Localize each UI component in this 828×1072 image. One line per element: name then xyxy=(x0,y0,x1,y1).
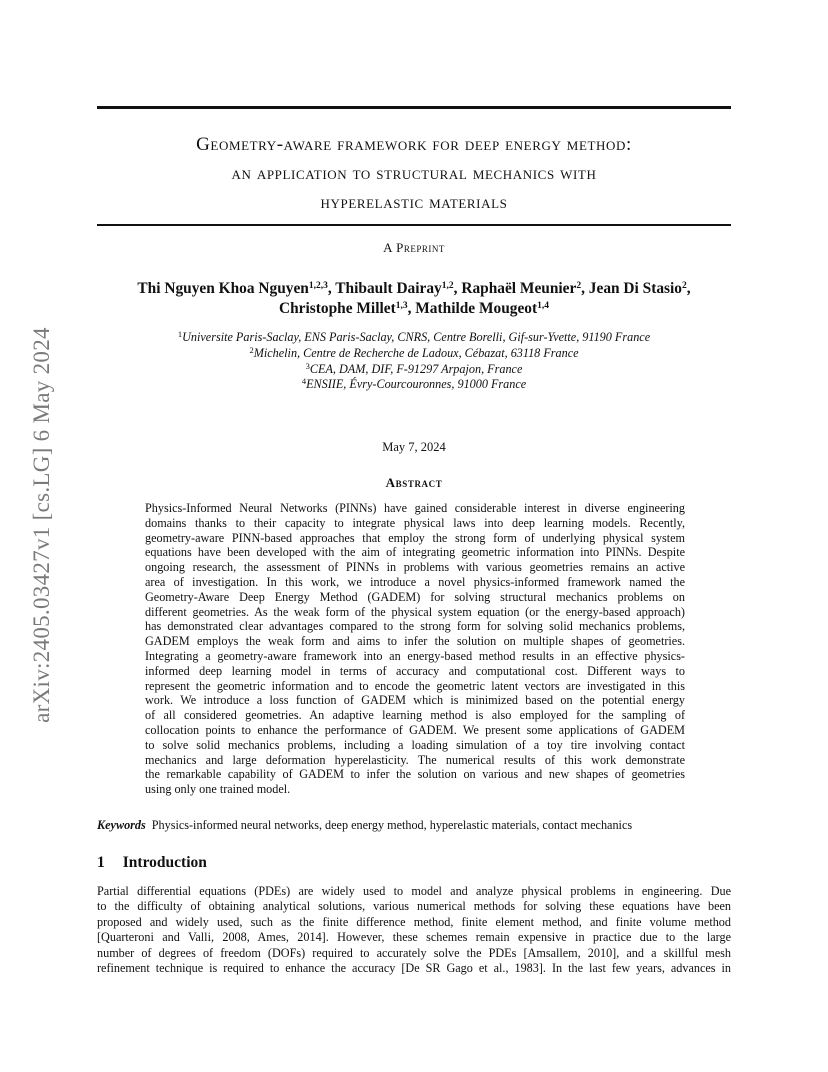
author-affiliation-mark: 1,4 xyxy=(537,301,549,311)
intro-line: to the difficulty of obtaining analytical solutions, various numerical methods for solving these equations have been xyxy=(97,899,731,914)
abstract-line: informed deep learning model in terms of accuracy and computational cost. Different ways to xyxy=(145,663,685,678)
abstract-line: equations have been developed with the aim of integrating geometric information into PINNs. Despite xyxy=(145,545,685,560)
abstract-line: using only one trained model. xyxy=(145,782,291,797)
author-name: Thibault Dairay xyxy=(335,280,442,297)
preprint-label: A Preprint xyxy=(383,240,445,255)
intro-body xyxy=(97,884,731,976)
author-list: Thi Nguyen Khoa Nguyen$^{1,2,3}$, Thibault Dairay$^{1,2}$, Raphaël Meunier$^2$, Jean Di Stasio$^2$, Christophe Millet$^{1,3}$, Mathilde Mougeot$^{1,4}$ xyxy=(137,280,691,317)
abstract-line: area of investigation. In this work, we introduce a novel physics-informed framework named the xyxy=(145,574,685,589)
affiliation-line xyxy=(97,346,731,362)
abstract-line: different geometries. As the weak form of the physical system equation (or the energy-based approach) xyxy=(145,604,685,619)
abstract-body xyxy=(145,501,685,797)
affiliation-number: 1 xyxy=(177,329,183,339)
intro-line: Partial differential equations (PDEs) are widely used to model and analyze physical problems in engineering. Due xyxy=(97,884,731,898)
abstract-heading: Abstract xyxy=(385,475,443,490)
arxiv-stamp: arXiv:2405.03427v1 [cs.LG] 6 May 2024 xyxy=(29,327,54,723)
title-line: hyperelastic materials xyxy=(320,192,508,213)
affiliation-text: ENSIIE, Évry-Courcouronnes, 91000 France xyxy=(306,377,527,392)
paper-title xyxy=(97,130,731,217)
title-line: Geometry-aware framework for deep energy method: xyxy=(196,134,632,155)
abstract-line: work. We introduce a loss function of GADEM which is minimized based on the potential energy xyxy=(145,693,685,708)
affiliation-number: 3 xyxy=(305,360,310,371)
author-name: Thi Nguyen Khoa Nguyen xyxy=(137,280,309,297)
title-rule-bottom xyxy=(97,224,731,226)
abstract-line: of all considered geometries. An adaptive learning method is also employed for the sampling of xyxy=(145,708,685,723)
intro-line: number of degrees of freedom (DOFs) required to accurately solve the PDEs [Amsallem, 2010], and a skillful mesh xyxy=(97,945,731,960)
abstract-line: has demonstrated clear advantages compared to the strong form for solving solid mechanics problems, xyxy=(145,619,685,634)
abstract-line: geometry-aware PINN-based approaches that employ the strong form of underlying physical system xyxy=(145,530,685,545)
author-affiliation-mark: 2 xyxy=(682,281,687,291)
affiliation-text: Universite Paris-Saclay, ENS Paris-Saclay, CNRS, Centre Borelli, Gif-sur-Yvette, 91190 France xyxy=(182,330,651,344)
affiliation-text: CEA, DAM, DIF, F-91297 Arpajon, France xyxy=(309,361,523,376)
affiliation-list xyxy=(97,330,731,393)
keywords-text: Physics-informed neural networks, deep energy method, hyperelastic materials, contact mechanics xyxy=(151,818,633,832)
affiliation-line xyxy=(97,362,731,378)
keywords-label: Keywords xyxy=(97,818,146,832)
abstract-line: represent the geometric information and to encode the geometric latent vectors are investigated in this xyxy=(145,678,685,693)
affiliation-text: Michelin, Centre de Recherche de Ladoux, Cébazat, 63118 France xyxy=(253,345,579,360)
author-affiliation-mark: 1,3 xyxy=(395,301,408,311)
section-number: 1 xyxy=(97,854,105,871)
publication-date: May 7, 2024 xyxy=(382,440,446,454)
abstract-line: the remarkable capability of GADEM to infer the solution on various and new shapes of geometries xyxy=(145,767,685,782)
intro-line: proposed and widely used, such as the finite difference method, finite element method, and finite volume method xyxy=(97,914,731,929)
abstract-line: GADEM employs the weak form and aims to infer the solution on multiple shapes of geometries. xyxy=(145,634,685,649)
author-name: Mathilde Mougeot xyxy=(415,300,538,317)
abstract-line: domains thanks to their capacity to integrate physical laws into deep learning models. Recently, xyxy=(145,515,685,530)
affiliation-line xyxy=(97,330,731,346)
author-name: Raphaël Meunier xyxy=(461,280,577,297)
abstract-line: to solve solid mechanics problems, including a loading simulation of a toy tire involving contact xyxy=(145,737,685,752)
abstract-line: ongoing research, the assessment of PINNs in problems with various geometries remains an active xyxy=(145,560,685,575)
section-title: Introduction xyxy=(122,854,207,871)
section-heading xyxy=(97,854,207,872)
author-name: Christophe Millet xyxy=(279,300,396,317)
abstract-line: collocation points to enhance the performance of GADEM. We present some applications of GADEM xyxy=(145,722,685,737)
keywords xyxy=(97,818,632,833)
abstract-line: mechanics and large deformation hyperelasticity. The numerical results of this work demonstrate xyxy=(145,752,685,767)
intro-line: refinement technique is required to enhance the accuracy [De SR Gago et al., 1983]. In the last few years, advances in xyxy=(97,961,731,976)
author-affiliation-mark: 1,2 xyxy=(441,281,454,291)
author-name: Jean Di Stasio xyxy=(588,280,683,297)
affiliation-number: 4 xyxy=(301,376,307,387)
abstract-line: Physics-Informed Neural Networks (PINNs) have gained considerable interest in diverse engineering xyxy=(145,501,685,515)
title-line: an application to structural mechanics with xyxy=(231,163,597,184)
affiliation-line xyxy=(97,377,731,393)
intro-line: [Quarteroni and Valli, 2008, Ames, 2014]. However, these schemes remain expensive in practice due to the large xyxy=(97,930,731,945)
author-affiliation-mark: 1,2,3 xyxy=(308,281,328,291)
abstract-line: Geometry-Aware Deep Energy Method (GADEM) for solving structural mechanics problems on xyxy=(145,589,685,604)
abstract-line: Integrating a geometry-aware framework into an energy-based method results in an effective physics- xyxy=(145,648,685,663)
affiliation-number: 2 xyxy=(249,344,254,355)
title-rule-top xyxy=(97,106,731,109)
author-affiliation-mark: 2 xyxy=(576,281,582,291)
